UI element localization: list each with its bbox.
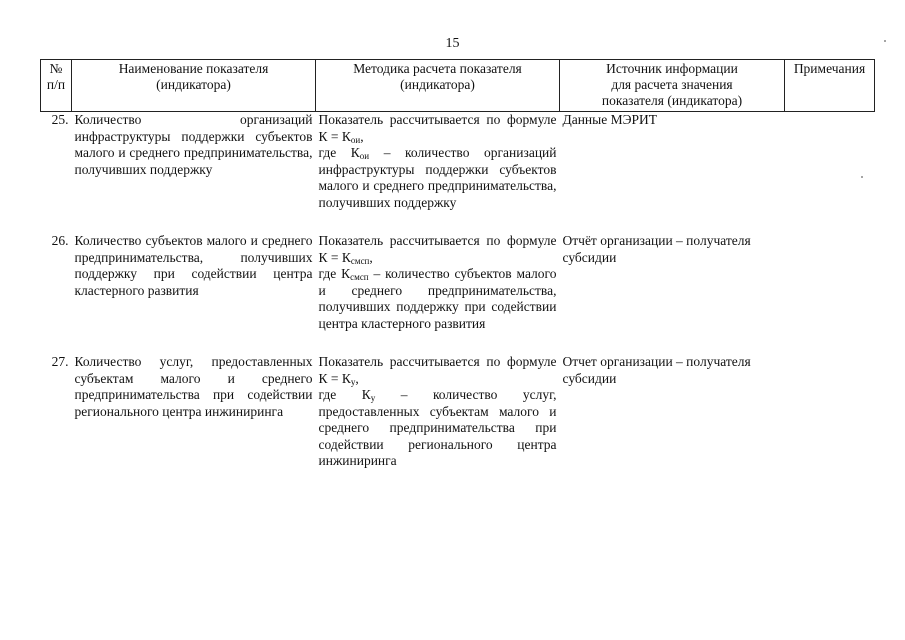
header-source: Источник информации для расчета значения показателя (индикатора): [560, 60, 785, 112]
note: [785, 112, 875, 234]
indicator-name: Количество услуг, предоставленных субъектам малого и среднего предпринимательства при содействии регионального центра инжиниринга: [74, 354, 313, 419]
scan-speck: [884, 40, 886, 42]
note: [785, 233, 875, 354]
info-source: Отчёт организации – получателя субсидии: [562, 233, 751, 265]
method-intro: Показатель рассчитывается по формуле: [318, 233, 557, 248]
info-source: Данные МЭРИТ: [562, 112, 658, 127]
calculation-method: [316, 354, 560, 492]
row-number: 25.: [51, 112, 69, 127]
table-row: [41, 112, 875, 234]
table-row: [41, 233, 875, 354]
row-number: 26.: [51, 233, 69, 248]
indicator-name: Количество организаций инфраструктуры поддержки субъектов малого и среднего предпринимательства, получивших поддержку: [74, 112, 313, 177]
calculation-method: [316, 112, 560, 234]
method-formula: $К = К_у$,: [318, 370, 359, 387]
page-number: 15: [445, 36, 460, 51]
method-where: где $К_{смсп}$ – количество субъектов малого и среднего предпринимательства, получивших поддержку при содействии центра кластерного развития: [318, 266, 557, 331]
method-formula: $К = К_{смсп}$,: [318, 249, 373, 266]
method-where: где $К_у$ – количество услуг, предоставленных субъектам малого и среднего предпринимательства при содействии регионального центра инжиниринга: [318, 387, 557, 468]
table-header-row: [41, 60, 875, 112]
method-intro: Показатель рассчитывается по формуле: [318, 112, 557, 127]
info-source: Отчет организации – получателя субсидии: [562, 354, 751, 386]
method-formula: $К = К_{ои}$,: [318, 128, 364, 145]
scan-speck: [861, 176, 863, 178]
indicators-table: [40, 59, 875, 492]
method-intro: Показатель рассчитывается по формуле: [318, 354, 557, 369]
header-note: Примечания: [785, 60, 875, 112]
note: [785, 354, 875, 492]
calculation-method: [316, 233, 560, 354]
header-num: № п/п: [41, 60, 72, 112]
header-name: Наименование показателя (индикатора): [72, 60, 316, 112]
row-number: 27.: [51, 354, 69, 369]
header-method: Методика расчета показателя (индикатора): [316, 60, 560, 112]
method-where: где $К_{ои}$ – количество организаций инфраструктуры поддержки субъектов малого и среднего предпринимательства, получивших поддержку: [318, 145, 557, 210]
table-row: [41, 354, 875, 492]
indicator-name: Количество субъектов малого и среднего предпринимательства, получивших поддержку при содействии центра кластерного развития: [74, 233, 313, 298]
